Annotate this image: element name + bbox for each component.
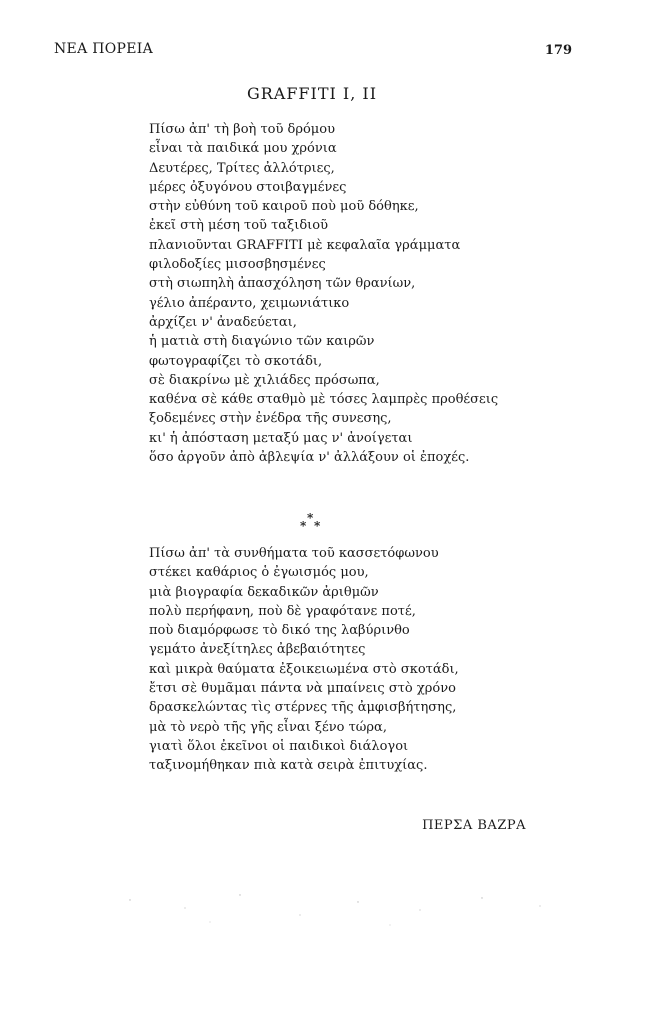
poem-line: πλανιοῦνται GRAFFITI μὲ κεφαλαῖα γράμματα [149, 237, 461, 253]
poem-line: Πίσω ἀπ' τὰ συνθήματα τοῦ κασσετόφωνου [149, 546, 439, 561]
poem-line: καθένα σὲ κάθε σταθμὸ μὲ τόσες λαμπρὲς προθέσεις [149, 392, 499, 408]
poem-line: σὲ διακρίνω μὲ χιλιάδες πρόσωπα, [149, 372, 380, 388]
poem-line: δρασκελώντας τὶς στέρνες τῆς ἀμφισβήτησης, [149, 700, 457, 716]
poem-line: Δευτέρες, Τρίτες ἀλλότριες, [149, 160, 335, 176]
poem-line: γεμάτο ἀνεξίτηλες ἀβεβαιότητες [149, 642, 366, 658]
poem-line: μιὰ βιογραφία δεκαδικῶν ἀριθμῶν [149, 584, 379, 600]
scan-speckle [90, 880, 590, 940]
poem-line: ἡ ματιὰ στὴ διαγώνιο τῶν καιρῶν [149, 334, 375, 350]
poem-line: ἔτσι σὲ θυμᾶμαι πάντα νὰ μπαίνεις στὸ χρόνο [149, 681, 456, 697]
asterism-separator: * * * [300, 511, 321, 533]
poem-line: φιλοδοξίες μισοσβησμένες [149, 257, 326, 273]
poem-line: φωτογραφίζει τὸ σκοτάδι, [149, 353, 323, 369]
poem-line: ἐκεῖ στὴ μέση τοῦ ταξιδιοῦ [149, 218, 328, 234]
poem-line: στέκει καθάριος ὁ ἐγωισμός μου, [149, 565, 369, 581]
poem-line: ὅσο ἀργοῦν ἀπὸ ἀβλεψία ν' ἀλλάξουν οἱ ἐποχές. [149, 450, 470, 466]
poem-title: GRAFFITI I, II [246, 84, 378, 103]
poem-line: μὰ τὸ νερὸ τῆς γῆς εἶναι ξένο τώρα, [149, 719, 387, 735]
poem-line: στὴ σιωπηλὴ ἀπασχόληση τῶν θρανίων, [149, 276, 416, 292]
poem-line: στὴν εὐθύνη τοῦ καιροῦ ποὺ μοῦ δόθηκε, [149, 199, 419, 215]
stanza-2 [149, 544, 459, 776]
poem-line: ποὺ διαμόρφωσε τὸ δικό της λαβύρινθο [149, 623, 410, 639]
stanza-1 [149, 120, 498, 467]
running-head: ΝΕΑ ΠΟΡΕΙΑ [54, 41, 153, 57]
poem-line: ξοδεμένες στὴν ἐνέδρα τῆς συνεσης, [149, 411, 392, 427]
page-number: 179 [544, 43, 572, 58]
poem-line: μέρες ὀξυγόνου στοιβαγμένες [149, 179, 347, 195]
poem-line: ἀρχίζει ν' ἀναδεύεται, [149, 314, 297, 330]
poem-line: εἶναι τὰ παιδικά μου χρόνια [149, 141, 337, 157]
poem-line: γιατὶ ὅλοι ἐκεῖνοι οἱ παιδικοὶ διάλογοι [149, 738, 409, 754]
poem-line: πολὺ περήφανη, ποὺ δὲ γραφότανε ποτέ, [149, 603, 416, 619]
poem-line: καὶ μικρὰ θαύματα ἐξοικειωμένα στὸ σκοτάδι, [149, 661, 459, 677]
poem-line: γέλιο ἀπέραντο, χειμωνιάτικο [149, 295, 350, 311]
poem-line: ταξινομήθηκαν πιὰ κατὰ σειρὰ ἐπιτυχίας. [149, 758, 428, 774]
poem-line: Πίσω ἀπ' τὴ βοὴ τοῦ δρόμου [149, 122, 335, 137]
author-signature: ΠΕΡΣΑ ΒΑΖΡΑ [422, 818, 526, 833]
poem-line: κι' ἡ ἀπόσταση μεταξύ μας ν' ἀνοίγεται [149, 430, 413, 446]
